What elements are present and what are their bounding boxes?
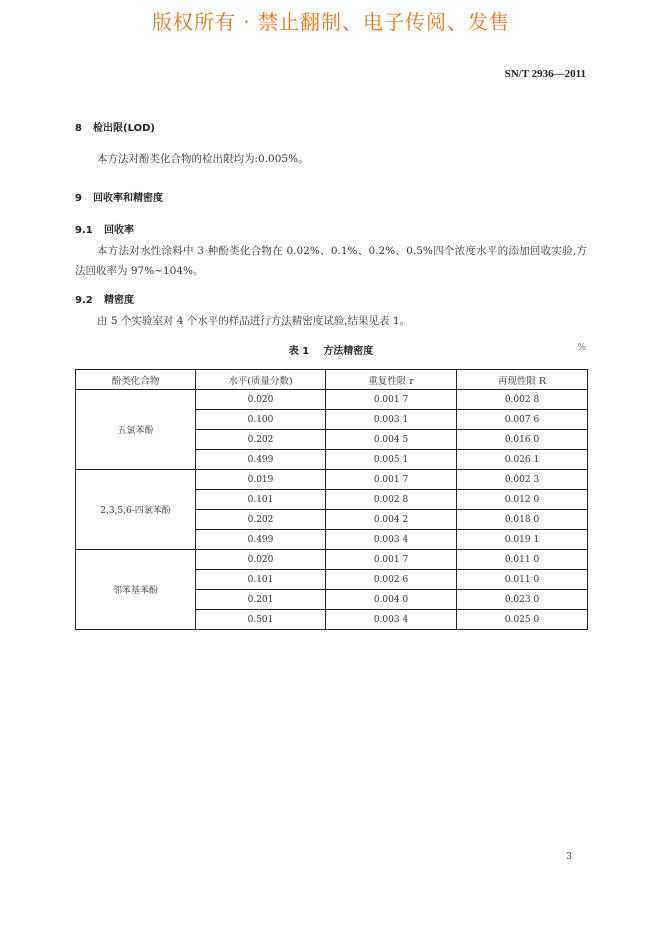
repeatability-cell: 0.004 2 [326,510,457,530]
level-cell: 0.499 [196,530,326,550]
reproducibility-cell: 0.023 0 [457,590,588,610]
level-cell: 0.501 [196,610,326,630]
repeatability-cell: 0.003 4 [326,530,457,550]
reproducibility-cell: 0.018 0 [457,510,588,530]
reproducibility-cell: 0.011 0 [457,570,588,590]
column-header-compound: 酚类化合物 [76,370,196,390]
level-cell: 0.100 [196,410,326,430]
repeatability-cell: 0.001 7 [326,390,457,410]
column-header-reproducibility: 再现性限 R [457,370,588,390]
reproducibility-cell: 0.002 8 [457,390,588,410]
table-title: 方法精密度 [323,346,374,357]
reproducibility-cell: 0.016 0 [457,430,588,450]
reproducibility-cell: 0.011 0 [457,550,588,570]
section-title: 回收率 [104,225,134,236]
level-cell: 0.101 [196,570,326,590]
section-9-1-paragraph: 本方法对水性涂料中 3 种酚类化合物在 0.02%、0.1%、0.2%、0.5%四个浓度水平的添加回收实验,方法回收率为 97%~104%。 [75,245,587,277]
column-header-level: 水平(质量分数) [196,370,326,390]
reproducibility-cell: 0.026 1 [457,450,588,470]
repeatability-cell: 0.003 1 [326,410,457,430]
section-number: 9.2 [75,295,93,306]
repeatability-cell: 0.001 7 [326,550,457,570]
level-cell: 0.499 [196,450,326,470]
level-cell: 0.020 [196,550,326,570]
reproducibility-cell: 0.002 3 [457,470,588,490]
column-header-repeatability: 重复性限 r [326,370,457,390]
reproducibility-cell: 0.025 0 [457,610,588,630]
reproducibility-cell: 0.007 6 [457,410,588,430]
section-8-heading [75,119,155,134]
section-title: 精密度 [104,295,134,306]
repeatability-cell: 0.003 4 [326,610,457,630]
repeatability-cell: 0.001 7 [326,470,457,490]
reproducibility-cell: 0.019 1 [457,530,588,550]
level-cell: 0.202 [196,430,326,450]
table-row [76,470,588,490]
section-9-2-heading [75,291,134,306]
compound-cell: 2,3,5,6-四氯苯酚 [76,470,196,550]
section-number: 9.1 [75,225,93,236]
precision-table [75,369,588,630]
level-cell: 0.201 [196,590,326,610]
section-title: 检出限(LOD) [93,123,155,134]
section-number: 9 [75,193,82,204]
compound-cell: 五氯苯酚 [76,390,196,470]
compound-cell: 邻苯基苯酚 [76,550,196,630]
repeatability-cell: 0.004 0 [326,590,457,610]
repeatability-cell: 0.002 8 [326,490,457,510]
table-row [76,550,588,570]
repeatability-cell: 0.005 1 [326,450,457,470]
section-9-heading [75,189,163,204]
standard-code: SN/T 2936—2011 [504,68,586,80]
repeatability-cell: 0.002 6 [326,570,457,590]
table-header-row [76,370,588,390]
level-cell: 0.202 [196,510,326,530]
level-cell: 0.019 [196,470,326,490]
section-9-1-heading [75,221,134,236]
reproducibility-cell: 0.012 0 [457,490,588,510]
level-cell: 0.101 [196,490,326,510]
page-number: 3 [566,852,572,862]
section-9-2-paragraph: 由 5 个实验室对 4 个水平的样品进行方法精密度试验,结果见表 1。 [97,315,411,327]
section-title: 回收率和精密度 [93,193,163,204]
level-cell: 0.020 [196,390,326,410]
section-number: 8 [75,123,82,134]
table-row [76,390,588,410]
table-unit: % [577,343,586,353]
copyright-watermark: 版权所有 · 禁止翻制、电子传阅、发售 [151,10,511,34]
repeatability-cell: 0.004 5 [326,430,457,450]
table-caption [0,342,662,357]
section-8-paragraph: 本方法对酚类化合物的检出限均为:0.005%。 [97,153,309,165]
table-number: 表 1 [288,346,310,357]
